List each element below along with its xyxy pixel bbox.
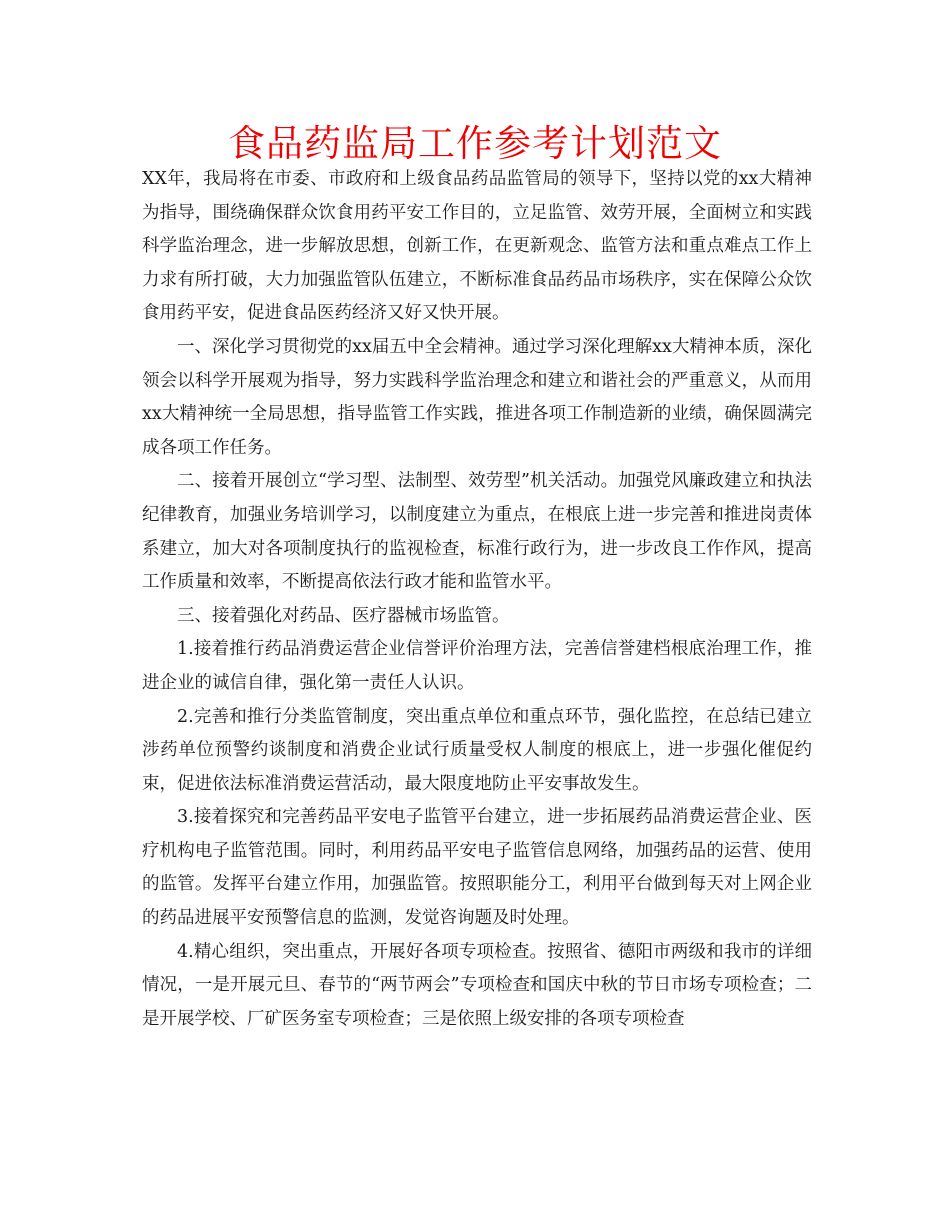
document-title: 食品药监局工作参考计划范文 <box>228 122 722 165</box>
paragraph-item-4: 4.精心组织，突出重点，开展好各项专项检查。按照省、德阳市两级和我市的详细情况，一是开展元旦、春节的“两节两会”专项检查和国庆中秋的节日市场专项检查；二是开展学校、厂矿医务室专项检查；三是依照上级安排的各项专项检查 <box>142 941 812 1029</box>
paragraph-item-2: 2.完善和推行分类监管制度，突出重点单位和重点环节，强化监控，在总结已建立涉药单位预警约谈制度和消费企业试行质量受权人制度的根底上，进一步强化催促约束，促进依法标准消费运营活动，最大限度地防止平安事故发生。 <box>142 706 812 794</box>
paragraph-item-1: 1.接着推行药品消费运营企业信誉评价治理方法，完善信誉建档根底治理工作，推进企业的诚信自律，强化第一责任人认识。 <box>142 639 812 693</box>
paragraph-section-3: 三、接着强化对药品、医疗器械市场监管。 <box>177 605 510 626</box>
paragraph-section-1: 一、深化学习贯彻党的xx届五中全会精神。通过学习深化理解xx大精神本质，深化领会以科学开展观为指导，努力实践科学监治理念和建立和谐社会的严重意义，从而用xx大精神统一全局思想，指导监管工作实践，推进各项工作制造新的业绩，确保圆满完成各项工作任务。 <box>142 336 812 458</box>
paragraph-intro: XX年，我局将在市委、市政府和上级食品药品监管局的领导下，坚持以党的xx大精神为指导，围绕确保群众饮食用药平安工作目的，立足监管、效劳开展，全面树立和实践科学监治理念，进一步解放思想，创新工作，在更新观念、监管方法和重点难点工作上力求有所打破，大力加强监管队伍建立，不断标准食品药品市场秩序，实在保障公众饮食用药平安，促进食品医药经济又好又快开展。 <box>142 169 812 324</box>
paragraph-item-3: 3.接着探究和完善药品平安电子监管平台建立，进一步拓展药品消费运营企业、医疗机构电子监管范围。同时，利用药品平安电子监管信息网络，加强药品的运营、使用的监管。发挥平台建立作用，加强监管。按照职能分工，利用平台做到每天对上网企业的药品进展平安预警信息的监测，发觉咨询题及时处理。 <box>142 807 812 929</box>
document-body <box>142 163 812 1036</box>
paragraph-section-2: 二、接着开展创立“学习型、法制型、效劳型”机关活动。加强党风廉政建立和执法纪律教育，加强业务培训学习，以制度建立为重点，在根底上进一步完善和推进岗责体系建立，加大对各项制度执行的监视检查，标准行政行为，进一步改良工作作风，提高工作质量和效率，不断提高依法行政才能和监管水平。 <box>142 471 812 593</box>
